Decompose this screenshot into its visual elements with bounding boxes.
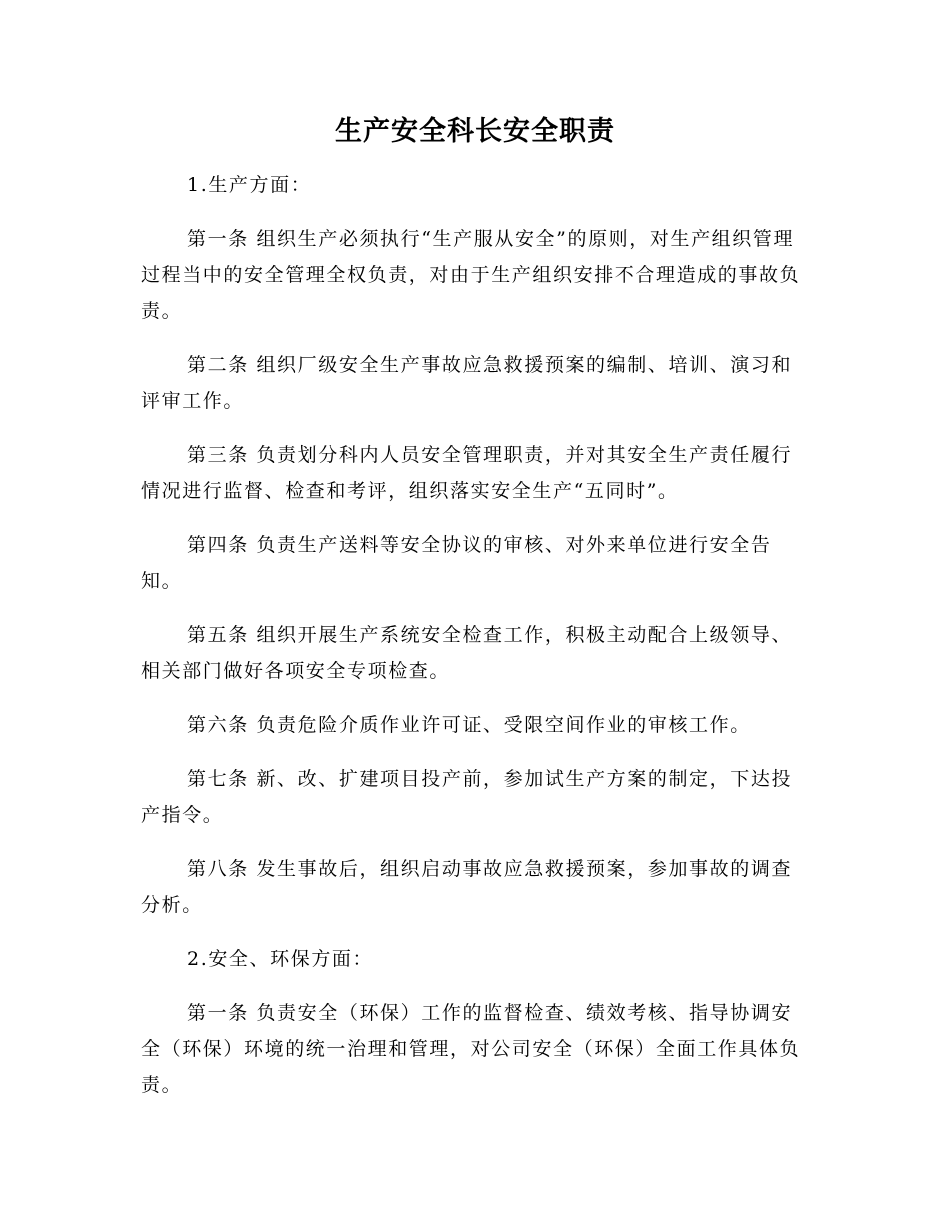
section-heading-production: 1.生产方面： <box>187 174 312 196</box>
paragraph-article-6: 第六条 负责危险介质作业许可证、受限空间作业的审核工作。 <box>187 714 751 736</box>
paragraph-article-8: 第八条 发生事故后，组织启动事故应急救援预案，参加事故的调查分析。 <box>141 858 793 916</box>
paragraph-article-2: 第二条 组织厂级安全生产事故应急救援预案的编制、培训、演习和评审工作。 <box>141 354 793 412</box>
paragraph-article-3: 第三条 负责划分科内人员安全管理职责，并对其安全生产责任履行情况进行监督、检查和考评，组织落实安全生产“五同时”。 <box>141 444 793 502</box>
paragraph-article-5: 第五条 组织开展生产系统安全检查工作，积极主动配合上级领导、相关部门做好各项安全专项检查。 <box>141 624 793 682</box>
paragraph-article-7: 第七条 新、改、扩建项目投产前，参加试生产方案的制定，下达投产指令。 <box>141 768 793 826</box>
paragraph-safety-article-1: 第一条 负责安全（环保）工作的监督检查、绩效考核、指导协调安全（环保）环境的统一治理和管理，对公司安全（环保）全面工作具体负责。 <box>141 1002 801 1096</box>
section-heading-safety-environment: 2.安全、环保方面： <box>187 948 374 970</box>
document-title: 生产安全科长安全职责 <box>335 116 615 147</box>
document-body <box>141 167 811 1121</box>
paragraph-article-4: 第四条 负责生产送料等安全协议的审核、对外来单位进行安全告知。 <box>141 534 772 592</box>
paragraph-article-1: 第一条 组织生产必须执行“生产服从安全”的原则，对生产组织管理过程当中的安全管理全权负责，对由于生产组织安排不合理造成的事故负责。 <box>141 228 801 322</box>
